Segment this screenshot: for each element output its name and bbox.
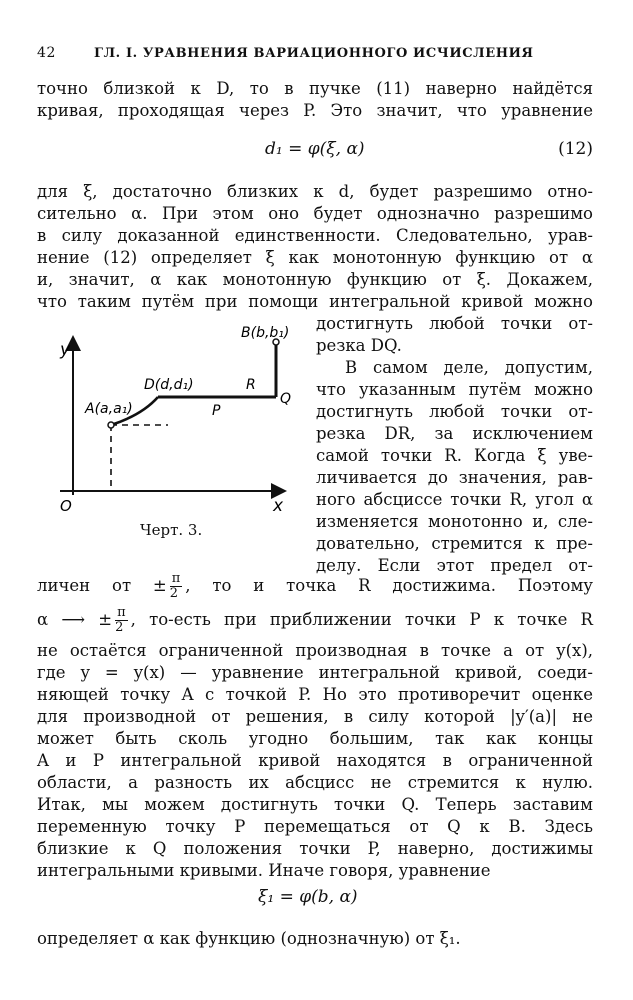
running-header	[37, 42, 593, 65]
text-line: что таким путём при помощи интегральной кривой можно	[37, 292, 593, 311]
text-line: не остаётся ограниченной производная в точке a от y(x),	[37, 641, 593, 660]
text-line: резка DQ.	[316, 336, 402, 355]
text-line: для ξ, достаточно близких к d, будет разрешимо отно-	[37, 182, 593, 201]
text-line: личивается до значения, рав-	[316, 468, 593, 487]
text-line: В самом деле, допустим,	[345, 358, 593, 377]
text-line: достигнуть любой точки от-	[316, 314, 593, 333]
text-line: в силу доказанной единственности. Следовательно, урав-	[37, 226, 593, 245]
text-fragment: личен от ±	[37, 576, 167, 595]
equation-number: (12)	[558, 139, 593, 159]
text-line: определяет α как функцию (однозначную) от ξ₁.	[37, 929, 461, 948]
label-point-a: A(a,a₁)	[85, 401, 133, 417]
text-line: и, значит, α как монотонную функцию от ξ. Докажем,	[37, 270, 593, 289]
text-line: довательно, стремится к пре-	[316, 534, 593, 553]
text-line: для производной от решения, в силу которой |y′(a)| не	[37, 707, 593, 726]
text-line: может быть сколь угодно большим, так как концы	[37, 729, 593, 748]
text-line: няющей точку A с точкой P. Но это противоречит оценке	[37, 685, 593, 704]
equation-xi1: ξ₁ = φ(b, α)	[258, 887, 358, 907]
label-point-b: B(b,b₁)	[241, 325, 290, 341]
label-point-p: P	[212, 403, 221, 419]
text-line: нение (12) определяет ξ как монотонную функцию от α	[37, 248, 593, 267]
text-line: области, а разность их абсцисс не стремится к нулю.	[37, 773, 593, 792]
fraction-pi-over-2: $\frac{\pi}{2}$	[169, 571, 181, 601]
text-fragment: , то и точка R достижима. Поэтому	[185, 576, 593, 595]
page-number: 42	[37, 45, 57, 61]
label-y: y	[60, 340, 71, 360]
text-line: интегральными кривыми. Иначе говоря, уравнение	[37, 861, 491, 880]
label-origin: O	[60, 497, 72, 515]
text-line: самой точки R. Когда ξ уве-	[316, 446, 593, 465]
figure-caption: Черт. 3.	[140, 521, 203, 539]
text-line: Итак, мы можем достигнуть точки Q. Теперь заставим	[37, 795, 593, 814]
text-line: что указанным путём можно	[316, 380, 593, 399]
fraction-pi-over-2: $\frac{\pi}{2}$	[115, 605, 126, 635]
text-line: достигнуть любой точки от-	[316, 402, 593, 421]
text-line: кривая, проходящая через P. Это значит, что уравнение	[37, 101, 593, 120]
text-line-with-fraction	[37, 572, 593, 601]
text-line: где y = y(x) — уравнение интегральной кривой, соеди-	[37, 663, 593, 682]
text-line: резка DR, за исключением	[316, 424, 593, 443]
text-line-with-fraction	[37, 606, 593, 635]
point-a	[108, 422, 114, 428]
text-line: близкие к Q положения точки P, наверно, достижимы	[37, 839, 593, 858]
equation-12: d₁ = φ(ξ, α)	[265, 139, 365, 159]
chapter-title: ГЛ. I. УРАВНЕНИЯ ВАРИАЦИОННОГО ИСЧИСЛЕНИЯ	[94, 46, 534, 61]
figure-3	[40, 315, 300, 520]
text-line: точно близкой к D, то в пучке (11) наверно найдётся	[37, 79, 593, 98]
text-line: сительно α. При этом оно будет однозначно разрешимо	[37, 204, 593, 223]
text-fragment: α ⟶ ±	[37, 610, 113, 629]
text-fragment: , то-есть при приближении точки P к точке R	[130, 610, 593, 629]
text-line: A и P интегральной кривой находятся в ограниченной	[37, 751, 593, 770]
text-line: переменную точку P перемещаться от Q к B. Здесь	[37, 817, 593, 836]
label-point-r: R	[246, 377, 256, 393]
label-point-q: Q	[280, 391, 292, 407]
text-line: ного абсциссе точки R, угол α	[316, 490, 593, 509]
label-point-d: D(d,d₁)	[144, 377, 194, 393]
label-x: x	[273, 496, 284, 516]
text-line: делу. Если этот предел от-	[316, 556, 593, 575]
text-line: изменяется монотонно и, сле-	[316, 512, 593, 531]
